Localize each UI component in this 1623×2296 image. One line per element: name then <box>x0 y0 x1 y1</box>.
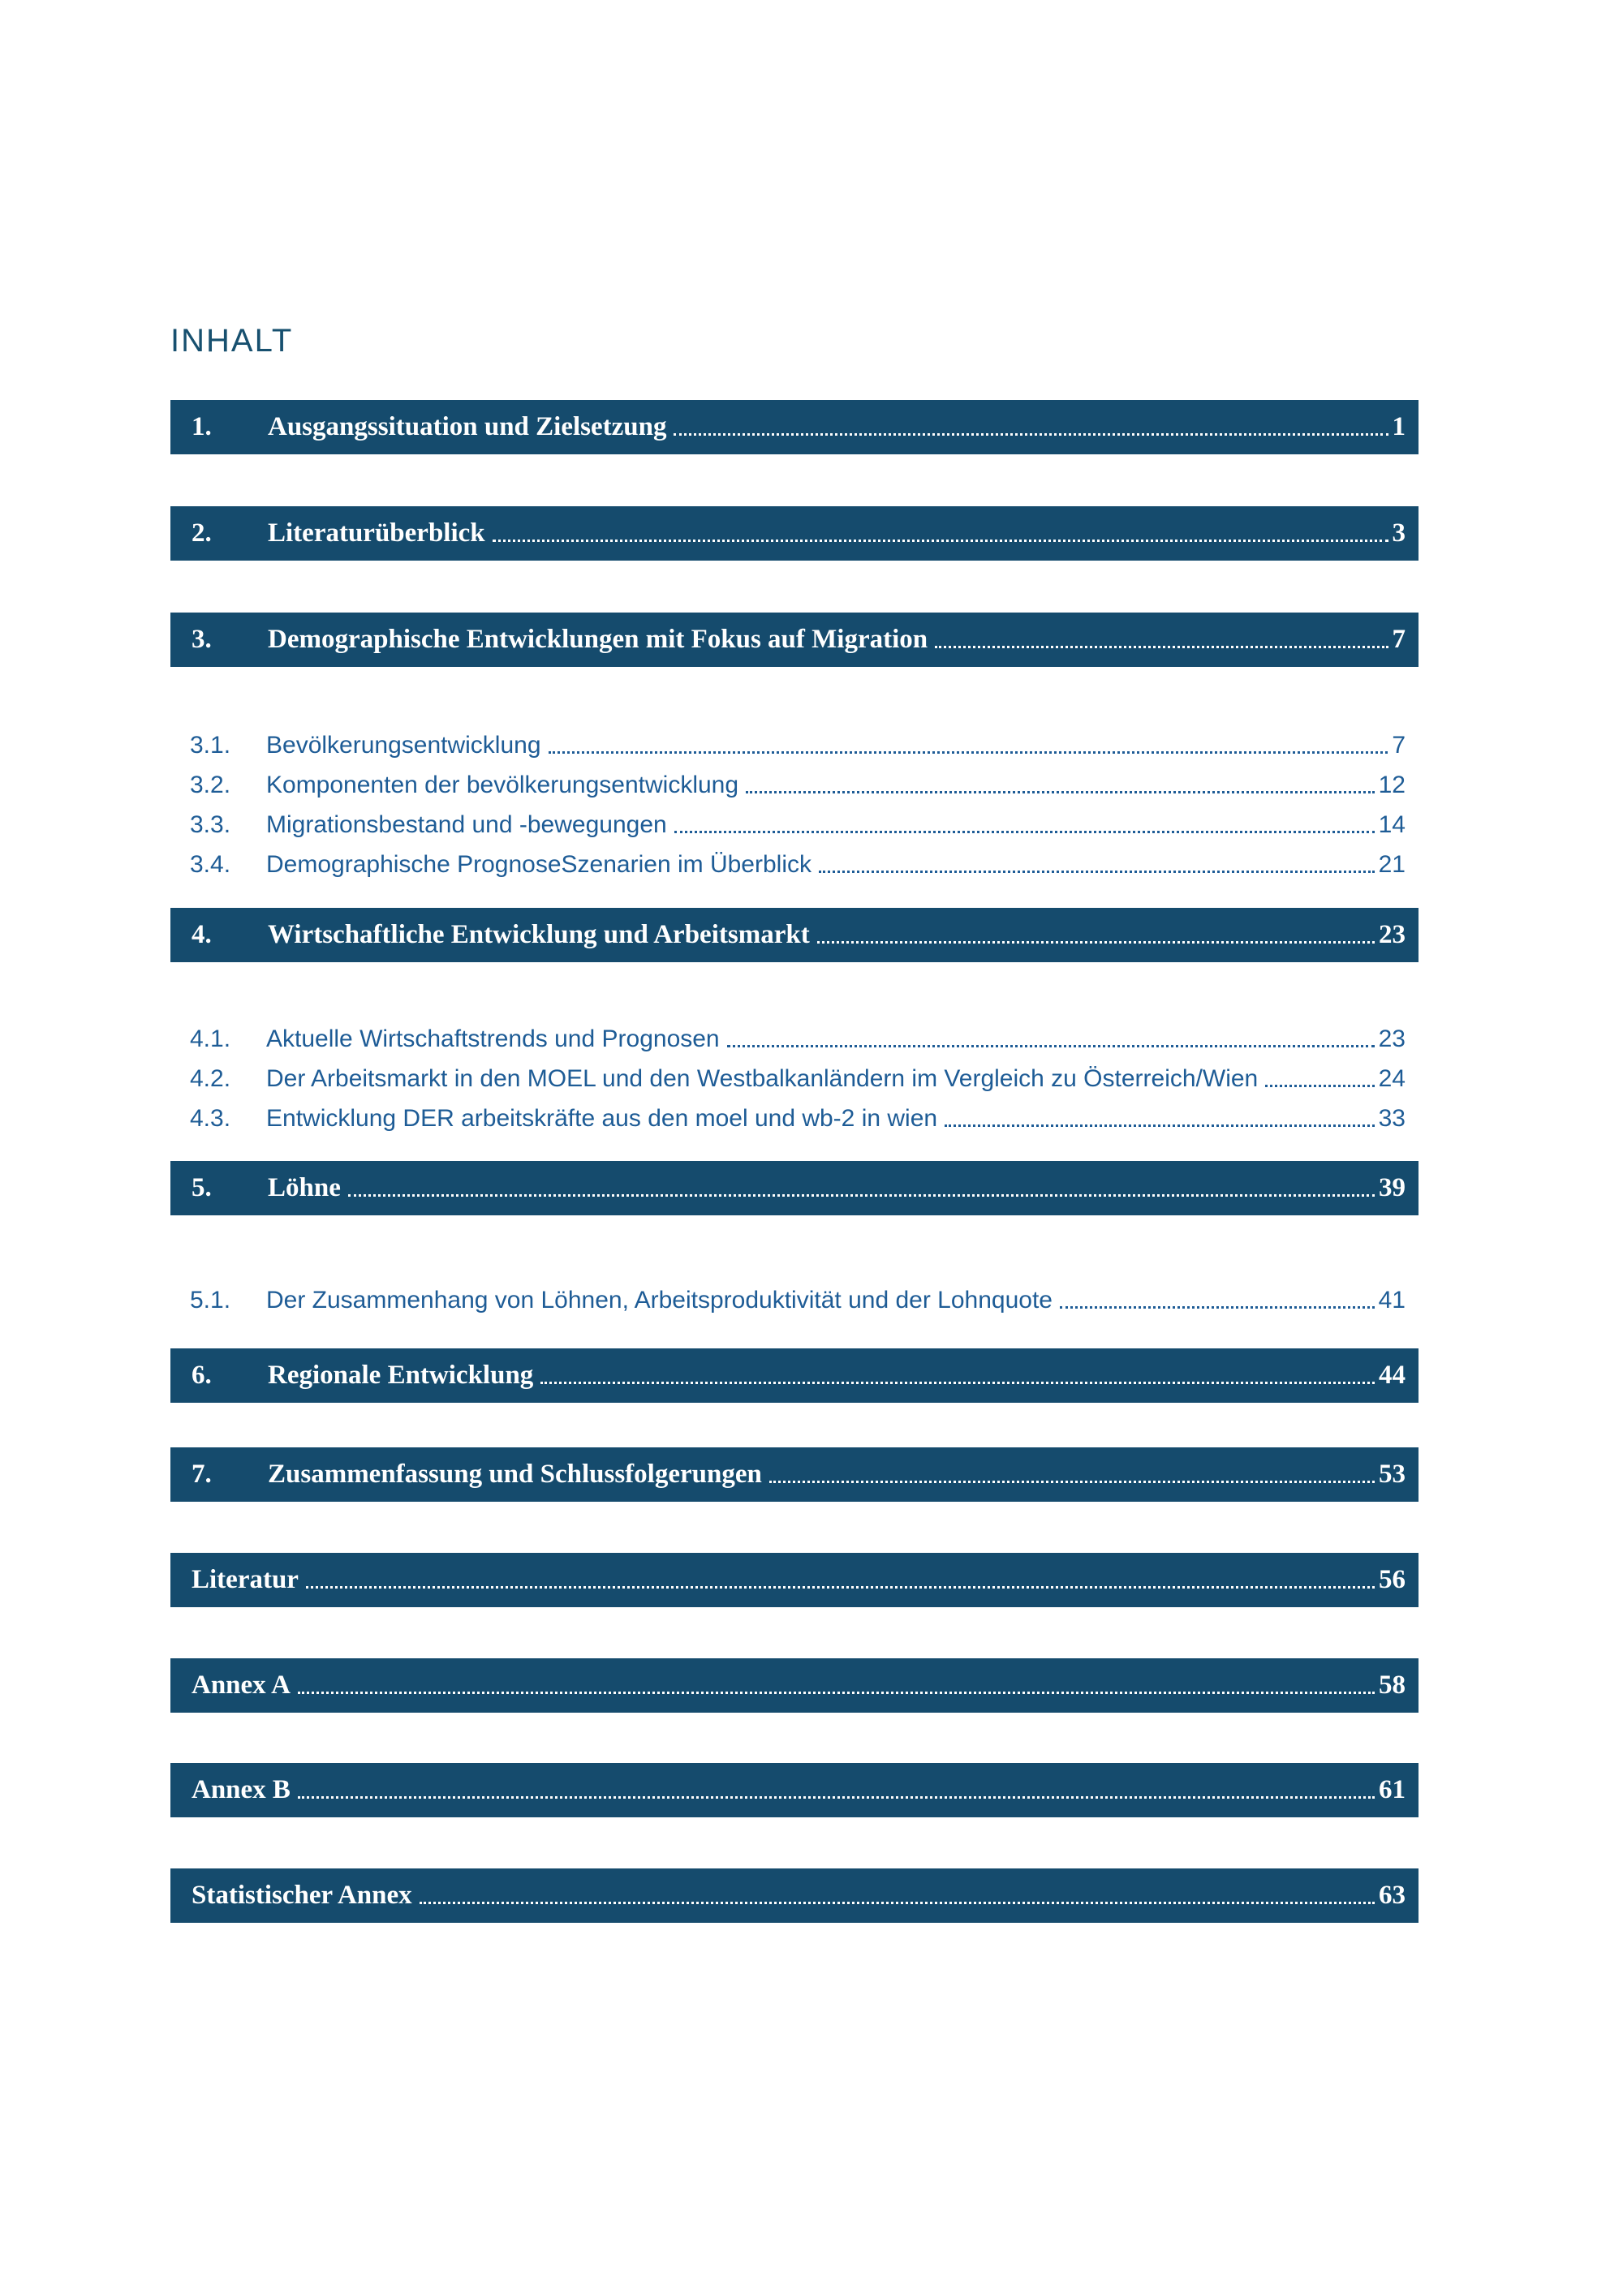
chapter-page-number: 44 <box>1379 1361 1406 1390</box>
section-title: Migrationsbestand und -bewegungen <box>266 810 667 838</box>
chapter-title: Annex A <box>192 1670 291 1700</box>
chapter-page-number: 61 <box>1379 1775 1406 1804</box>
section-title: Komponenten der bevölkerungsentwicklung <box>266 771 739 798</box>
toc-chapter-row <box>170 613 1419 667</box>
chapter-title: Löhne <box>268 1173 341 1202</box>
section-page-number: 12 <box>1378 771 1406 798</box>
section-page-number: 33 <box>1378 1104 1406 1132</box>
chapter-page-number: 53 <box>1379 1460 1406 1489</box>
toc-chapter-row <box>170 1348 1419 1403</box>
toc-sub-row <box>170 765 1419 805</box>
chapter-number: 5. <box>192 1173 212 1202</box>
chapter-title: Demographische Entwicklungen mit Fokus auf Migration <box>268 625 928 654</box>
dot-leader <box>945 1111 1375 1127</box>
toc-chapter-row <box>170 1553 1419 1607</box>
chapter-number: 1. <box>192 412 212 441</box>
section-title: Der Arbeitsmarkt in den MOEL und den Westbalkanländern im Vergleich zu Österreich/Wien <box>266 1064 1259 1092</box>
toc-chapter-row <box>170 908 1419 962</box>
section-number: 4.3. <box>190 1104 231 1132</box>
chapter-number: 7. <box>192 1460 212 1489</box>
dot-leader <box>493 526 1388 542</box>
chapter-title: Zusammenfassung und Schlussfolgerungen <box>268 1460 762 1489</box>
dot-leader <box>348 1180 1375 1197</box>
dot-leader <box>935 632 1388 648</box>
dot-leader <box>819 857 1375 873</box>
section-title: Demographische PrognoseSzenarien im Überblick <box>266 850 812 878</box>
toc-subsection-group <box>170 1280 1419 1320</box>
chapter-page-number: 7 <box>1392 625 1406 654</box>
chapter-title: Regionale Entwicklung <box>268 1361 534 1390</box>
toc-chapter-row <box>170 1658 1419 1713</box>
chapter-title: Annex B <box>192 1775 291 1804</box>
section-page-number: 14 <box>1378 810 1406 838</box>
chapter-page-number: 56 <box>1379 1565 1406 1594</box>
toc-subsection-group <box>170 725 1419 884</box>
dot-leader <box>769 1467 1375 1483</box>
dot-leader <box>420 1888 1375 1904</box>
dot-leader <box>1265 1071 1374 1087</box>
section-title: Der Zusammenhang von Löhnen, Arbeitsproduktivität und der Lohnquote <box>266 1286 1053 1314</box>
toc-subsection-group <box>170 1019 1419 1138</box>
chapter-page-number: 58 <box>1379 1670 1406 1700</box>
section-number: 3.2. <box>190 771 231 798</box>
section-title: Entwicklung DER arbeitskräfte aus den moel und wb-2 in wien <box>266 1104 938 1132</box>
section-number: 4.2. <box>190 1064 231 1092</box>
dot-leader <box>727 1031 1375 1047</box>
chapter-page-number: 63 <box>1379 1881 1406 1910</box>
toc-sub-row <box>170 1280 1419 1320</box>
chapter-title: Wirtschaftliche Entwicklung und Arbeitsmarkt <box>268 920 810 949</box>
dot-leader <box>298 1678 1375 1694</box>
toc-chapter-row <box>170 1447 1419 1502</box>
section-number: 3.4. <box>190 850 231 878</box>
section-number: 5.1. <box>190 1286 231 1314</box>
toc-chapter-row <box>170 506 1419 561</box>
dot-leader <box>306 1572 1375 1589</box>
toc-sub-row <box>170 845 1419 884</box>
chapter-page-number: 23 <box>1379 920 1406 949</box>
chapter-title: Statistischer Annex <box>192 1881 412 1910</box>
dot-leader <box>549 737 1388 754</box>
section-number: 4.1. <box>190 1025 231 1052</box>
section-title: Bevölkerungsentwicklung <box>266 731 541 759</box>
table-of-contents <box>170 0 1419 1923</box>
dot-leader <box>1060 1292 1375 1309</box>
chapter-page-number: 3 <box>1392 518 1406 548</box>
toc-sub-row <box>170 725 1419 765</box>
dot-leader <box>817 927 1375 944</box>
section-page-number: 7 <box>1392 731 1406 759</box>
chapter-title: Literatur <box>192 1565 299 1594</box>
section-number: 3.1. <box>190 731 231 759</box>
chapter-number: 6. <box>192 1361 212 1390</box>
section-page-number: 24 <box>1378 1064 1406 1092</box>
section-number: 3.3. <box>190 810 231 838</box>
chapter-page-number: 39 <box>1379 1173 1406 1202</box>
section-title: Aktuelle Wirtschaftstrends und Prognosen <box>266 1025 720 1052</box>
dot-leader <box>298 1782 1375 1799</box>
toc-chapter-row <box>170 1763 1419 1817</box>
chapter-number: 2. <box>192 518 212 548</box>
toc-sub-row <box>170 1019 1419 1059</box>
chapter-title: Ausgangssituation und Zielsetzung <box>268 412 667 441</box>
chapter-number: 3. <box>192 625 212 654</box>
section-page-number: 23 <box>1378 1025 1406 1052</box>
section-page-number: 41 <box>1378 1286 1406 1314</box>
toc-sub-row <box>170 1099 1419 1138</box>
chapter-title: Literaturüberblick <box>268 518 485 548</box>
toc-sub-row <box>170 805 1419 845</box>
dot-leader <box>674 419 1388 436</box>
dot-leader <box>674 817 1375 833</box>
dot-leader <box>746 777 1375 793</box>
dot-leader <box>540 1368 1375 1384</box>
page-title: INHALT <box>170 323 294 359</box>
chapter-number: 4. <box>192 920 212 949</box>
chapter-page-number: 1 <box>1392 412 1406 441</box>
toc-sub-row <box>170 1059 1419 1099</box>
toc-chapter-row <box>170 1868 1419 1923</box>
section-page-number: 21 <box>1378 850 1406 878</box>
toc-chapter-row <box>170 400 1419 454</box>
toc-chapter-row <box>170 1161 1419 1215</box>
